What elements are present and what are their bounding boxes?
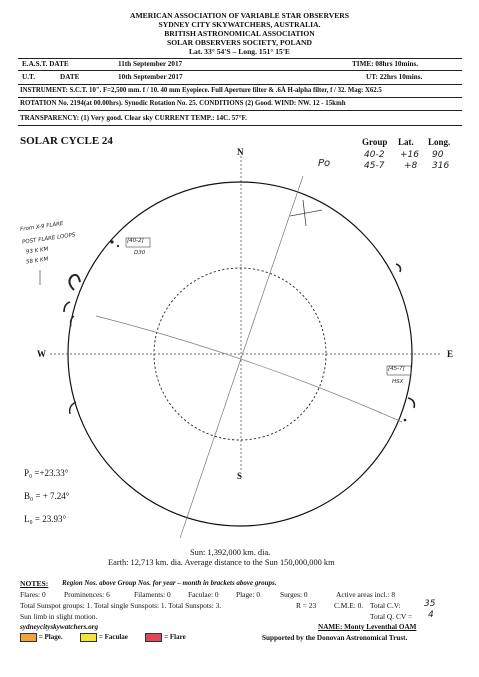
equator-curve	[96, 316, 402, 422]
ut-label: U.T.	[22, 73, 36, 81]
group-2-id: 45-7	[364, 161, 385, 171]
flare-swatch	[145, 633, 162, 642]
surges-count: Surges: 0	[280, 590, 308, 599]
group-2-long: 316	[432, 161, 450, 171]
divider	[18, 110, 462, 111]
right-group-label: [45-7]	[388, 366, 405, 372]
compass-north: N	[237, 147, 244, 157]
group-2-lat: +8	[404, 161, 418, 171]
sunspot	[117, 245, 119, 247]
flares-count: Flares: 0	[20, 590, 46, 599]
group-1-lat: +16	[400, 150, 419, 160]
supported-by: Supported by the Donovan Astronomical Trust.	[262, 634, 408, 642]
limb-note: Sun limb in slight motion.	[20, 612, 98, 621]
total-cv-label: Total C.V:	[370, 601, 401, 610]
sun-diameter: Sun: 1,392,000 km. dia.	[190, 548, 271, 557]
earth-diameter: Earth: 12,713 km. dia. Average distance to the Sun 150,000,000 km	[108, 558, 335, 567]
compass-east: E	[447, 349, 454, 359]
active-areas: Active areas incl.: 8	[336, 590, 396, 599]
divider	[18, 97, 462, 98]
org-aavso: AMERICAN ASSOCIATION OF VARIABLE STAR OBSERVERS	[130, 11, 349, 20]
prominence	[69, 275, 80, 290]
divider	[18, 84, 462, 85]
ut-time: UT: 22hrs 10mins.	[366, 73, 423, 81]
cme-count: C.M.E: 0.	[334, 601, 364, 610]
legend	[20, 633, 186, 642]
east-time: TIME: 08hrs 10mins.	[352, 60, 419, 68]
instrument-line: INSTRUMENT: S.C.T. 10". F=2,500 mm. f / 10. 40 mm Eyepiece. Full Aperture filter & .6Å H-alpha filter, f / 32. Mag: X62.5	[20, 87, 382, 94]
total-q-cv-label: Total Q. CV =	[370, 612, 413, 621]
prominence	[70, 316, 74, 326]
divider	[18, 125, 462, 126]
plage-swatch	[20, 633, 37, 642]
prominence	[396, 264, 401, 272]
cycle-title: SOLAR CYCLE 24	[20, 135, 113, 147]
faculae-swatch	[80, 633, 97, 642]
faculae-legend-label: = Faculae	[98, 633, 128, 642]
b0-value: B₀ = + 7.24°	[24, 491, 70, 501]
notes-title: NOTES:	[20, 579, 49, 588]
org-baa: BRITISH ASTRONOMICAL ASSOCIATION	[164, 29, 315, 38]
faculae-count: Faculae: 0	[188, 590, 219, 599]
east-date: 11th September 2017	[118, 60, 183, 68]
total-cv-value: 35	[424, 599, 436, 609]
flare-legend-label: = Flare	[164, 633, 186, 642]
l0-value: L₀ = 23.93°	[24, 514, 67, 524]
sunspot-totals: Total Sunspot groups: 1. Total single Sunspots: 1. Total Sunspots: 3.	[20, 601, 222, 610]
lat-long: Lat. 33° 54'S – Long. 151° 15'E	[188, 47, 290, 56]
lat-header: Lat.	[398, 137, 414, 147]
left-group-sub: D30	[134, 250, 146, 256]
long-header: Long.	[428, 137, 451, 147]
p0-value: P₀ =+23.33°	[24, 468, 69, 478]
rotation-line: ROTATION No. 2194(at 00.00hrs). Synodic Rotation No. 25. CONDITIONS (2) Good. WIND: NW. 12 - 15kmh	[20, 100, 346, 107]
prominences-count: Prominences: 6	[64, 590, 110, 599]
divider	[18, 58, 462, 59]
group-header: Group	[362, 137, 388, 147]
p0-axis-line	[180, 176, 303, 538]
plage-count: Plage: 0	[236, 590, 261, 599]
prominence	[64, 302, 70, 312]
org-sydney: SYDNEY CITY SKYWATCHERS, AUSTRALIA.	[158, 20, 321, 29]
note-line-3: 93 K KM	[25, 246, 49, 256]
transparency-line: TRANSPARENCY: (1) Very good. Clear sky CURRENT TEMP.: 14C. 57°F.	[20, 114, 247, 122]
group-1-long: 90	[432, 150, 444, 160]
solar-disk-drawing	[0, 140, 479, 560]
sunspot	[404, 419, 407, 422]
note-line-4: 58 K KM	[25, 256, 49, 266]
r-value: R = 23	[296, 601, 317, 610]
po-label: Po	[318, 158, 331, 169]
note-line-2: POST FLARE LOOPS	[21, 232, 76, 246]
region-note: Region Nos. above Group Nos. for year – month in brackets above groups.	[62, 579, 277, 587]
compass-west: W	[37, 349, 46, 359]
org-poland: SOLAR OBSERVERS SOCIETY, POLAND	[166, 38, 313, 47]
group-1-id: 40-2	[364, 150, 385, 160]
right-group-sub: HSX	[392, 379, 404, 385]
east-label: E.A.S.T. DATE	[22, 60, 69, 68]
note-line-1: From X-9 FLARE	[19, 220, 64, 234]
plage-legend-label: = Plage.	[38, 633, 63, 642]
sunspot	[110, 240, 113, 243]
total-q-cv-value: 4	[428, 610, 434, 620]
ut-date: 10th September 2017	[118, 73, 183, 81]
filaments-count: Filaments: 0	[134, 590, 171, 599]
ut-date-label: DATE	[60, 73, 80, 81]
observer-name: NAME: Monty Leventhal OAM	[318, 623, 417, 631]
prominence	[408, 398, 414, 408]
left-group-label: [40-2]	[127, 238, 144, 244]
website: sydneycityskywatchers.org	[20, 623, 99, 631]
divider	[18, 70, 462, 71]
compass-south: S	[237, 471, 243, 481]
cross-marker	[290, 210, 322, 216]
